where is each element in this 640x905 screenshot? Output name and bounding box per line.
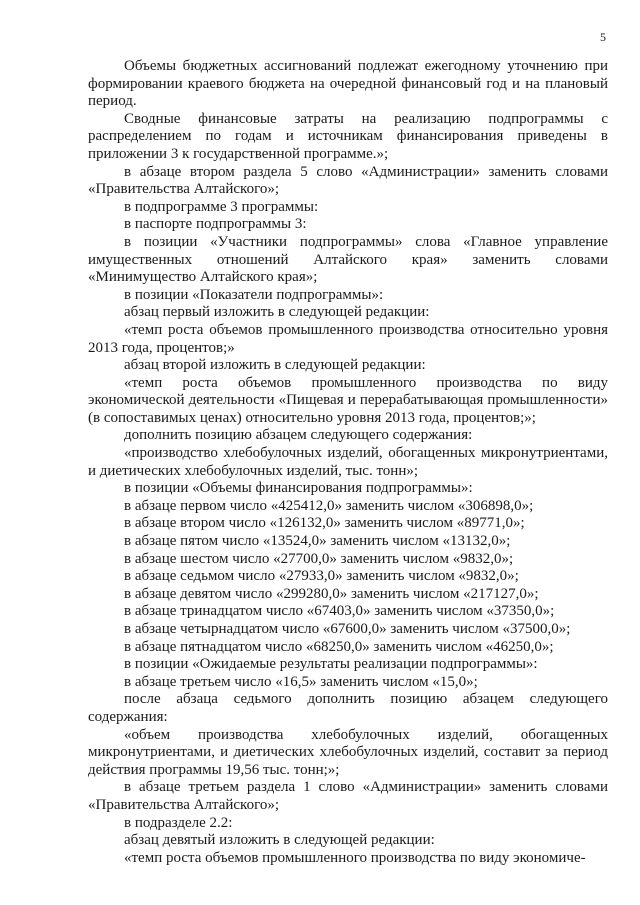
page-number: 5 <box>600 30 606 44</box>
paragraph: в паспорте подпрограммы 3: <box>124 216 307 233</box>
paragraph: в абзаце втором число «126132,0» заменить числом «89771,0»; <box>124 515 525 532</box>
paragraph: «объем производства хлебобулочных изделий, обогащенных микронутриентами, и диетических хлебобулочных изделий, составит за период действия программы 19,56 тыс. тонн;»; <box>88 726 608 778</box>
paragraph: в абзаце втором раздела 5 слово «Администрации» заменить словами «Правительства Алтайского»; <box>88 163 608 198</box>
paragraph: Объемы бюджетных ассигнований подлежат ежегодному уточнению при формировании краевого бюджета на очередной финансовый год и на плановый период. <box>88 58 608 110</box>
paragraph: в абзаце шестом число «27700,0» заменить числом «9832,0»; <box>124 550 514 567</box>
paragraph: в абзаце четырнадцатом число «67600,0» заменить числом «37500,0»; <box>124 621 571 637</box>
paragraph: «темп роста объемов промышленного производства по виду экономиче- <box>124 849 586 866</box>
paragraph: в абзаце девятом число «299280,0» заменить числом «217127,0»; <box>124 585 539 602</box>
paragraph: абзац первый изложить в следующей редакции: <box>124 304 430 321</box>
paragraph: абзац девятый изложить в следующей редакции: <box>124 832 435 849</box>
document-body <box>88 58 608 867</box>
paragraph: в абзаце тринадцатом число «67403,0» заменить числом «37350,0»; <box>124 603 555 620</box>
paragraph: «темп роста объемов промышленного производства по виду экономической деятельности «Пищевая и перерабатывающая промышленности» (в сопоставимых ценах) относительно уровня 2013 года, процентов;»; <box>88 374 608 426</box>
paragraph: в позиции «Объемы финансирования подпрограммы»: <box>124 480 473 497</box>
paragraph: в абзаце первом число «425412,0» заменить числом «306898,0»; <box>124 497 534 514</box>
paragraph: после абзаца седьмого дополнить позицию абзацем следующего содержания: <box>88 691 608 725</box>
paragraph: «темп роста объемов промышленного производства относительно уровня 2013 года, процентов;» <box>88 321 608 356</box>
paragraph: Сводные финансовые затраты на реализацию подпрограммы с распределением по годам и источникам финансирования приведены в приложении 3 к государственной программе.»; <box>88 110 608 162</box>
paragraph: в абзаце третьем число «16,5» заменить числом «15,0»; <box>124 673 478 690</box>
paragraph: в подразделе 2.2: <box>124 814 233 831</box>
paragraph: в позиции «Показатели подпрограммы»: <box>124 286 384 303</box>
paragraph: в абзаце третьем раздела 1 слово «Администрации» заменить словами «Правительства Алтайского»; <box>88 779 608 813</box>
paragraph: в позиции «Участники подпрограммы» слова «Главное управление имущественных отношений Алтайского края» заменить словами «Минимущество Алтайского края»; <box>88 233 608 286</box>
paragraph: в абзаце седьмом число «27933,0» заменить числом «9832,0»; <box>124 568 519 585</box>
paragraph: в абзаце пятнадцатом число «68250,0» заменить числом «46250,0»; <box>124 638 554 655</box>
paragraph: абзац второй изложить в следующей редакции: <box>124 357 426 374</box>
paragraph: «производство хлебобулочных изделий, обогащенных микронутриентами, и диетических хлебобулочных изделий, тыс. тонн»; <box>88 445 608 479</box>
paragraph: в абзаце пятом число «13524,0» заменить числом «13132,0»; <box>124 533 511 550</box>
paragraph: в позиции «Ожидаемые результаты реализации подпрограммы»: <box>124 656 538 673</box>
paragraph: дополнить позицию абзацем следующего содержания: <box>124 427 473 444</box>
paragraph: в подпрограмме 3 программы: <box>124 198 319 215</box>
